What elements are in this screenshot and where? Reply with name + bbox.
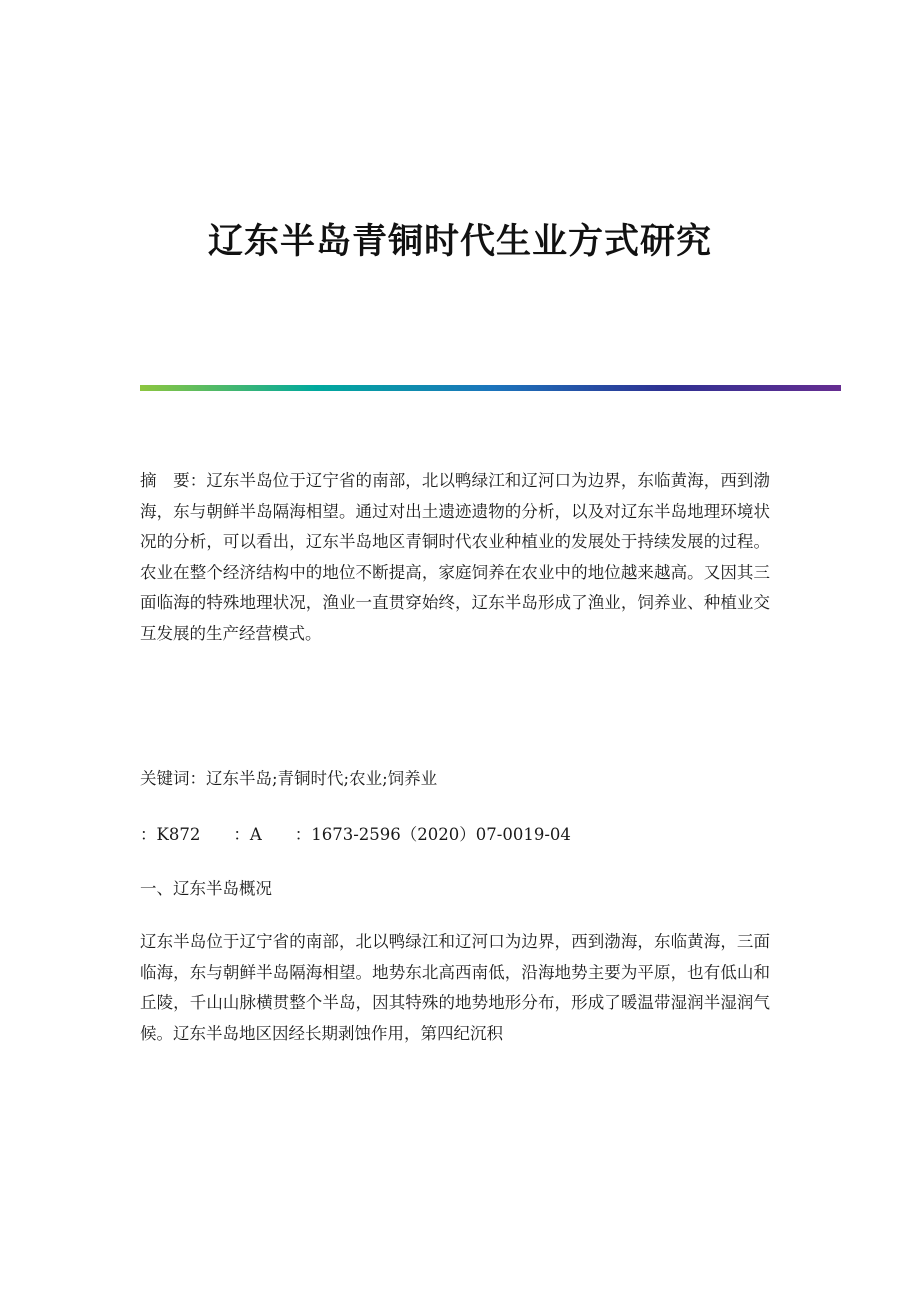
abstract-paragraph: 摘 要：辽东半岛位于辽宁省的南部，北以鸭绿江和辽河口为边界，东临黄海，西到渤海，东与朝鲜半岛隔海相望。通过对出土遗迹遗物的分析，以及对辽东半岛地理环境状况的分析，可以看出，辽东半岛地区青铜时代农业种植业的发展处于持续发展的过程。农业在整个经济结构中的地位不断提高，家庭饲养在农业中的地位越来越高。又因其三面临海的特殊地理状况，渔业一直贯穿始终，辽东半岛形成了渔业，饲养业、种植业交互发展的生产经营模式。 — [140, 471, 770, 643]
classification-line: ：K872 ：A ：1673-2596（2020）07-0019-04 — [140, 825, 571, 844]
gradient-divider — [140, 385, 841, 391]
keywords-line: 关键词：辽东半岛;青铜时代;农业;饲养业 — [140, 769, 438, 788]
body-paragraph: 辽东半岛位于辽宁省的南部，北以鸭绿江和辽河口为边界，西到渤海，东临黄海，三面临海，东与朝鲜半岛隔海相望。地势东北高西南低，沿海地势主要为平原，也有低山和丘陵，千山山脉横贯整个半岛，因其特殊的地势地形分布，形成了暖温带湿润半湿润气候。辽东半岛地区因经长期剥蚀作用，第四纪沉积 — [140, 932, 770, 1043]
document-title: 辽东半岛青铜时代生业方式研究 — [207, 221, 712, 262]
section-heading: 一、辽东半岛概况 — [140, 879, 272, 898]
